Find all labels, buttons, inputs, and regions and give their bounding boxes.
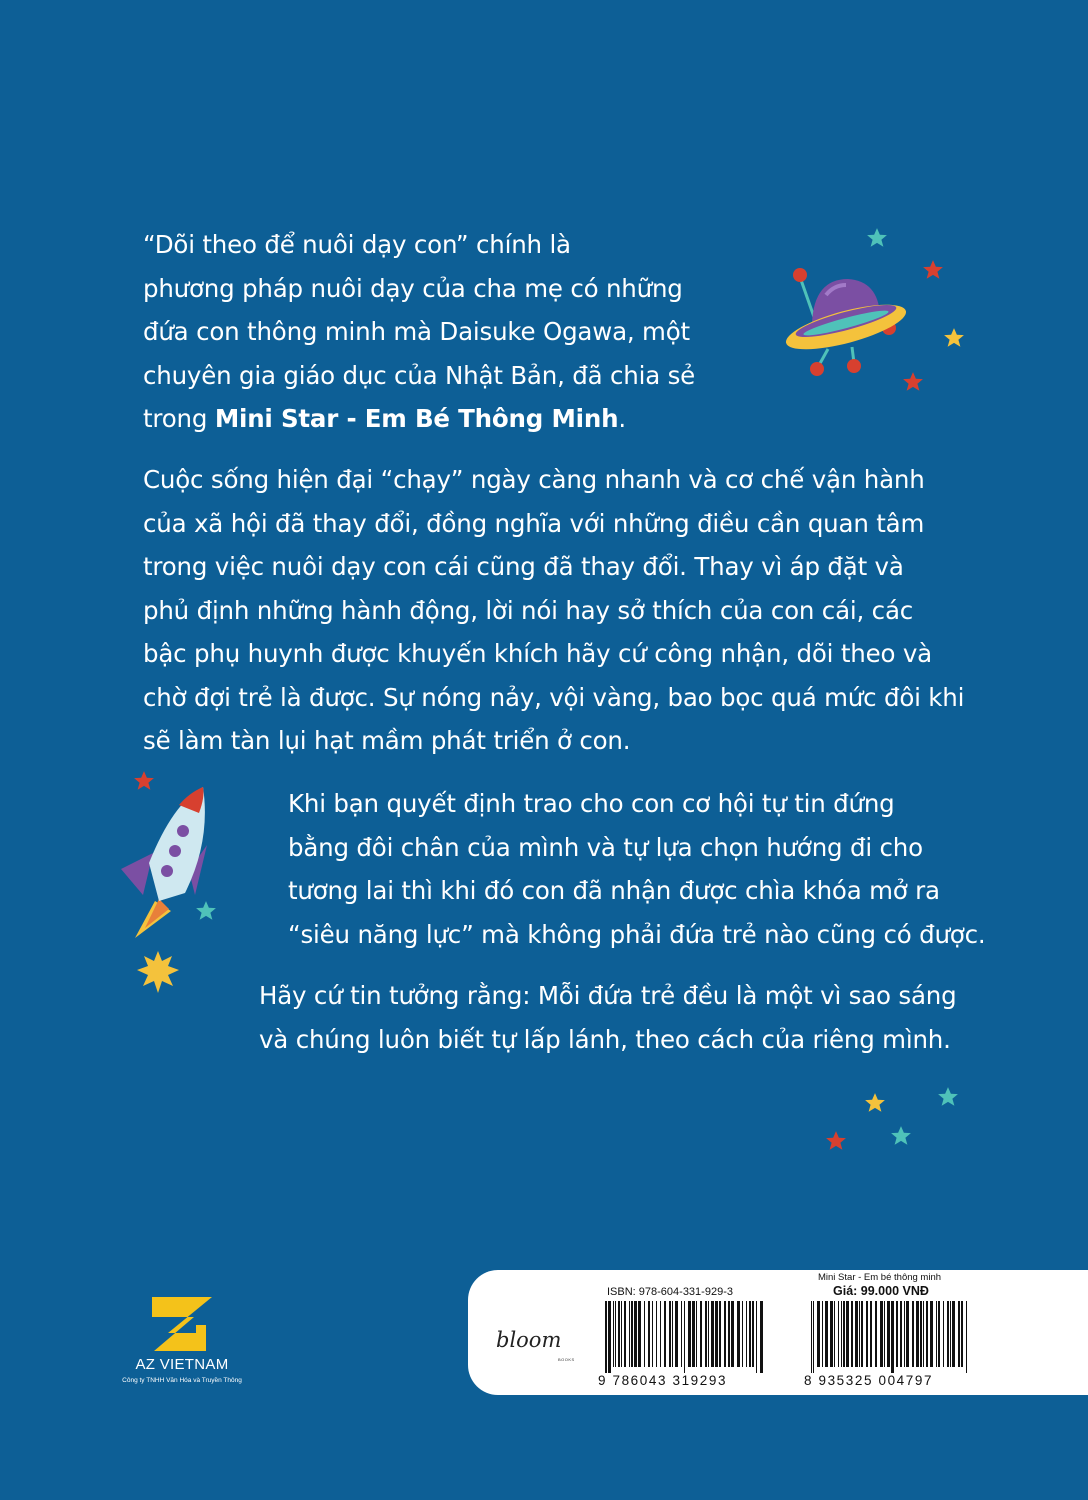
barcode-bar [859, 1301, 860, 1367]
barcode-bar [813, 1301, 814, 1373]
star-icon [902, 371, 924, 393]
barcode-bar [648, 1301, 650, 1367]
barcode-bar [746, 1301, 747, 1367]
barcode-bar [855, 1301, 858, 1367]
text-line: của xã hội đã thay đổi, đồng nghĩa với những điều cần quan tâm [143, 508, 925, 538]
barcode-bar [608, 1301, 611, 1373]
text-line: “Dõi theo để nuôi dạy con” chính là [143, 230, 571, 259]
star-icon [866, 227, 888, 249]
barcode-bar [644, 1301, 645, 1367]
barcode-bar [756, 1301, 757, 1373]
publisher-logo [112, 1295, 252, 1395]
barcode-bar [660, 1301, 661, 1367]
text-line [143, 397, 695, 441]
barcode-bar [605, 1301, 607, 1373]
barcode-bar [930, 1301, 933, 1367]
barcode-bar [900, 1301, 902, 1367]
imprint-logo: bloom [496, 1328, 562, 1352]
barcode-bar [811, 1301, 812, 1373]
barcode-bar [652, 1301, 653, 1367]
barcode-bar [887, 1301, 890, 1367]
ean-barcode [811, 1301, 971, 1373]
barcode-bar [851, 1301, 853, 1367]
text-line: sẽ làm tàn lụi hạt mầm phát triển ở con. [143, 726, 631, 755]
text-line: Cuộc sống hiện đại “chạy” ngày càng nhanh và cơ chế vận hành [143, 465, 925, 494]
isbn-barcode-digits: 9 786043 319293 [598, 1373, 728, 1388]
barcode-bar [742, 1301, 743, 1367]
sun-burst-icon [136, 950, 180, 994]
paragraph-modern-life [143, 458, 964, 763]
star-icon [890, 1125, 912, 1147]
barcode-bar [843, 1301, 845, 1367]
text-line: phủ định những hành động, lời nói hay sở thích của con cái, các [143, 595, 914, 625]
barcode-bar [834, 1301, 835, 1367]
barcode-bar [634, 1301, 637, 1367]
star-icon [922, 259, 944, 281]
barcode-bar [950, 1301, 951, 1367]
text-line: chờ đợi trẻ là được. Sự nóng nảy, vội vàng, bao bọc quá mức đôi khi [143, 682, 965, 712]
barcode-bar [760, 1301, 763, 1373]
barcode-bar [961, 1301, 963, 1367]
star-icon [943, 327, 965, 349]
barcode-bar [705, 1301, 707, 1367]
barcode-bar [838, 1301, 839, 1367]
text-line: Khi bạn quyết định trao cho con cơ hội tự tin đứng [288, 789, 895, 818]
barcode-bar [724, 1301, 726, 1367]
barcode-bar [719, 1301, 721, 1367]
text-suffix: . [618, 404, 626, 433]
barcode-bar [664, 1301, 666, 1367]
barcode-bar [926, 1301, 928, 1367]
barcode-bar [861, 1301, 863, 1367]
barcode-bar [875, 1301, 877, 1367]
barcode-bar [822, 1301, 823, 1367]
barcode-bar [688, 1301, 691, 1367]
barcode-bar [923, 1301, 924, 1367]
barcode-bar [618, 1301, 620, 1367]
star-icon [825, 1130, 847, 1152]
barcode-bar [958, 1301, 960, 1367]
barcode-bar [817, 1301, 820, 1367]
book-title-bold: Mini Star - Em Bé Thông Minh [214, 404, 619, 433]
barcode-bar [731, 1301, 734, 1367]
star-icon [937, 1086, 959, 1108]
barcode-panel [468, 1270, 1088, 1395]
barcode-bar [896, 1301, 898, 1367]
text-line: trong việc nuôi dạy con cái cũng đã thay đổi. Thay vì áp đặt và [143, 552, 904, 581]
paragraph-closing [259, 974, 957, 1061]
barcode-bar [943, 1301, 944, 1367]
barcode-bar [621, 1301, 622, 1367]
az-logo-icon [150, 1295, 214, 1353]
barcode-bar [866, 1301, 868, 1367]
publisher-subtitle: Công ty TNHH Văn Hóa và Truyền Thông [122, 1377, 242, 1384]
barcode-bar [920, 1301, 922, 1367]
barcode-bar [711, 1301, 714, 1367]
barcode-bar [696, 1301, 697, 1367]
barcode-bar [891, 1301, 894, 1373]
paragraph-superpower [288, 782, 985, 956]
text-line: chuyên gia giáo dục của Nhật Bản, đã chia sẻ [143, 360, 696, 390]
barcode-bar [656, 1301, 657, 1367]
barcode-bar [752, 1301, 754, 1367]
text-prefix: trong [143, 404, 215, 433]
barcode-bar [912, 1301, 914, 1367]
barcode-bar [830, 1301, 833, 1367]
text-line: tương lai thì khi đó con đã nhận được chìa khóa mở ra [288, 876, 940, 905]
text-line: Hãy cứ tin tưởng rằng: Mỗi đứa trẻ đều là một vì sao sáng [259, 981, 957, 1010]
paragraph-intro [143, 223, 695, 441]
barcode-bar [624, 1301, 626, 1367]
barcode-bar [681, 1301, 682, 1367]
barcode-bar [825, 1301, 828, 1367]
barcode-bar [684, 1301, 685, 1373]
text-line: đứa con thông minh mà Daisuke Ogawa, một [143, 317, 690, 346]
barcode-bar [749, 1301, 751, 1367]
barcode-bar [870, 1301, 872, 1367]
barcode-bar [672, 1301, 673, 1367]
barcode-bar [936, 1301, 937, 1367]
barcode-bar [728, 1301, 730, 1367]
text-line: phương pháp nuôi dạy của cha mẹ có những [143, 273, 683, 303]
price-label: Giá: 99.000 VNĐ [833, 1284, 929, 1298]
text-line: bằng đôi chân của mình và tự lựa chọn hướng đi cho [288, 832, 923, 862]
barcode-bar [966, 1301, 967, 1373]
barcode-bar [906, 1301, 909, 1367]
publisher-name: AZ VIETNAM [135, 1356, 229, 1373]
isbn-label: ISBN: 978-604-331-929-3 [607, 1286, 733, 1298]
ufo-illustration [770, 255, 910, 385]
barcode-bar [700, 1301, 702, 1367]
imprint-subtitle: BOOKS [558, 1357, 575, 1362]
barcode-bar [846, 1301, 849, 1367]
barcode-bar [631, 1301, 633, 1367]
barcode-bar [675, 1301, 678, 1367]
star-icon [864, 1092, 886, 1114]
barcode-bar [715, 1301, 718, 1367]
barcode-bar [638, 1301, 641, 1367]
barcode-bar [938, 1301, 940, 1367]
barcode-bar [841, 1301, 842, 1367]
isbn-barcode [605, 1301, 765, 1373]
barcode-bar [669, 1301, 671, 1367]
barcode-bar [947, 1301, 949, 1367]
barcode-bar [880, 1301, 883, 1367]
barcode-bar [629, 1301, 630, 1367]
barcode-bar [916, 1301, 919, 1367]
text-line: và chúng luôn biết tự lấp lánh, theo cách của riêng mình. [259, 1024, 951, 1054]
book-title-small: Mini Star - Em bé thông minh [818, 1272, 942, 1283]
text-line: “siêu năng lực” mà không phải đứa trẻ nào cũng có được. [288, 919, 986, 949]
barcode-bar [737, 1301, 740, 1367]
barcode-bar [692, 1301, 695, 1367]
ean-barcode-digits: 8 935325 004797 [804, 1373, 934, 1388]
barcode-bar [615, 1301, 616, 1367]
barcode-bar [613, 1301, 614, 1367]
barcode-bar [708, 1301, 709, 1367]
barcode-bar [952, 1301, 955, 1367]
barcode-bar [904, 1301, 905, 1367]
barcode-bar [884, 1301, 885, 1367]
text-line: bậc phụ huynh được khuyến khích hãy cứ công nhận, dõi theo và [143, 639, 932, 668]
star-icon [133, 770, 155, 792]
star-icon [195, 900, 217, 922]
